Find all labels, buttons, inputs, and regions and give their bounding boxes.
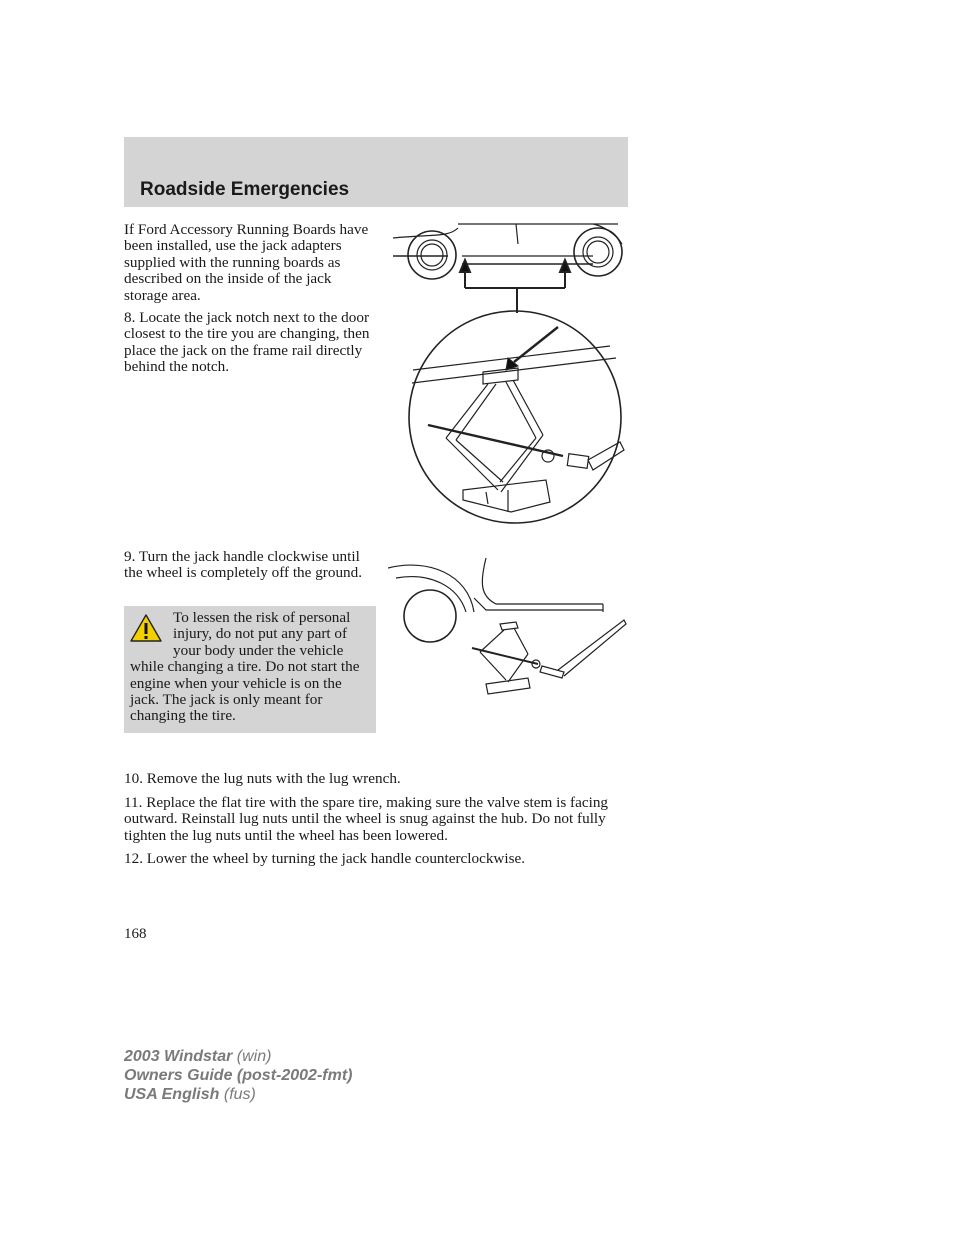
- rear-wheel-icon: [574, 228, 622, 276]
- warning-box: [124, 606, 376, 733]
- section-title: Roadside Emergencies: [140, 179, 350, 200]
- front-wheel-icon: [408, 231, 456, 279]
- step-8-paragraph: 8. Locate the jack notch next to the door closest to the tire you are changing, then place the jack on the frame rail directly behind the notch.: [124, 309, 370, 376]
- footer-line-2: Owners Guide (post-2002-fmt): [124, 1067, 353, 1084]
- jack-placement-illustration: [388, 220, 633, 528]
- step-11-paragraph: 11. Replace the flat tire with the spare tire, making sure the valve stem is facing outward. Reinstall lug nuts until the wheel is snug against the hub. Do not fully tighten the lug nuts until the wheel has been lowered.: [124, 794, 609, 844]
- footer-line-1: 2003 Windstar (win): [124, 1048, 272, 1065]
- warning-text: To lessen the risk of personal injury, do not put any part of your body under the vehicle while changing a tire. Do not start the engine when your vehicle is on the jack. The jack is only meant for changing the tire.: [130, 609, 360, 725]
- page-number: 168: [124, 926, 147, 942]
- jack-point-arrows: [460, 260, 570, 313]
- magnified-view-circle: [409, 311, 621, 523]
- step-10-paragraph: 10. Remove the lug nuts with the lug wrench.: [124, 770, 401, 787]
- footer-line-3: USA English (fus): [124, 1086, 256, 1103]
- section-header-band: [124, 137, 628, 207]
- jack-lifting-illustration: [388, 552, 633, 702]
- running-boards-paragraph: If Ford Accessory Running Boards have been installed, use the jack adapters supplied with the running boards as described on the inside of the jack storage area.: [124, 221, 369, 304]
- step-12-paragraph: 12. Lower the wheel by turning the jack handle counterclockwise.: [124, 850, 526, 867]
- step-9-paragraph: 9. Turn the jack handle clockwise until the wheel is completely off the ground.: [124, 548, 363, 582]
- scissor-jack-icon: [428, 368, 624, 512]
- wheel-icon: [404, 590, 456, 642]
- scissor-jack-icon: [472, 620, 626, 694]
- document-footer: [124, 1047, 352, 1104]
